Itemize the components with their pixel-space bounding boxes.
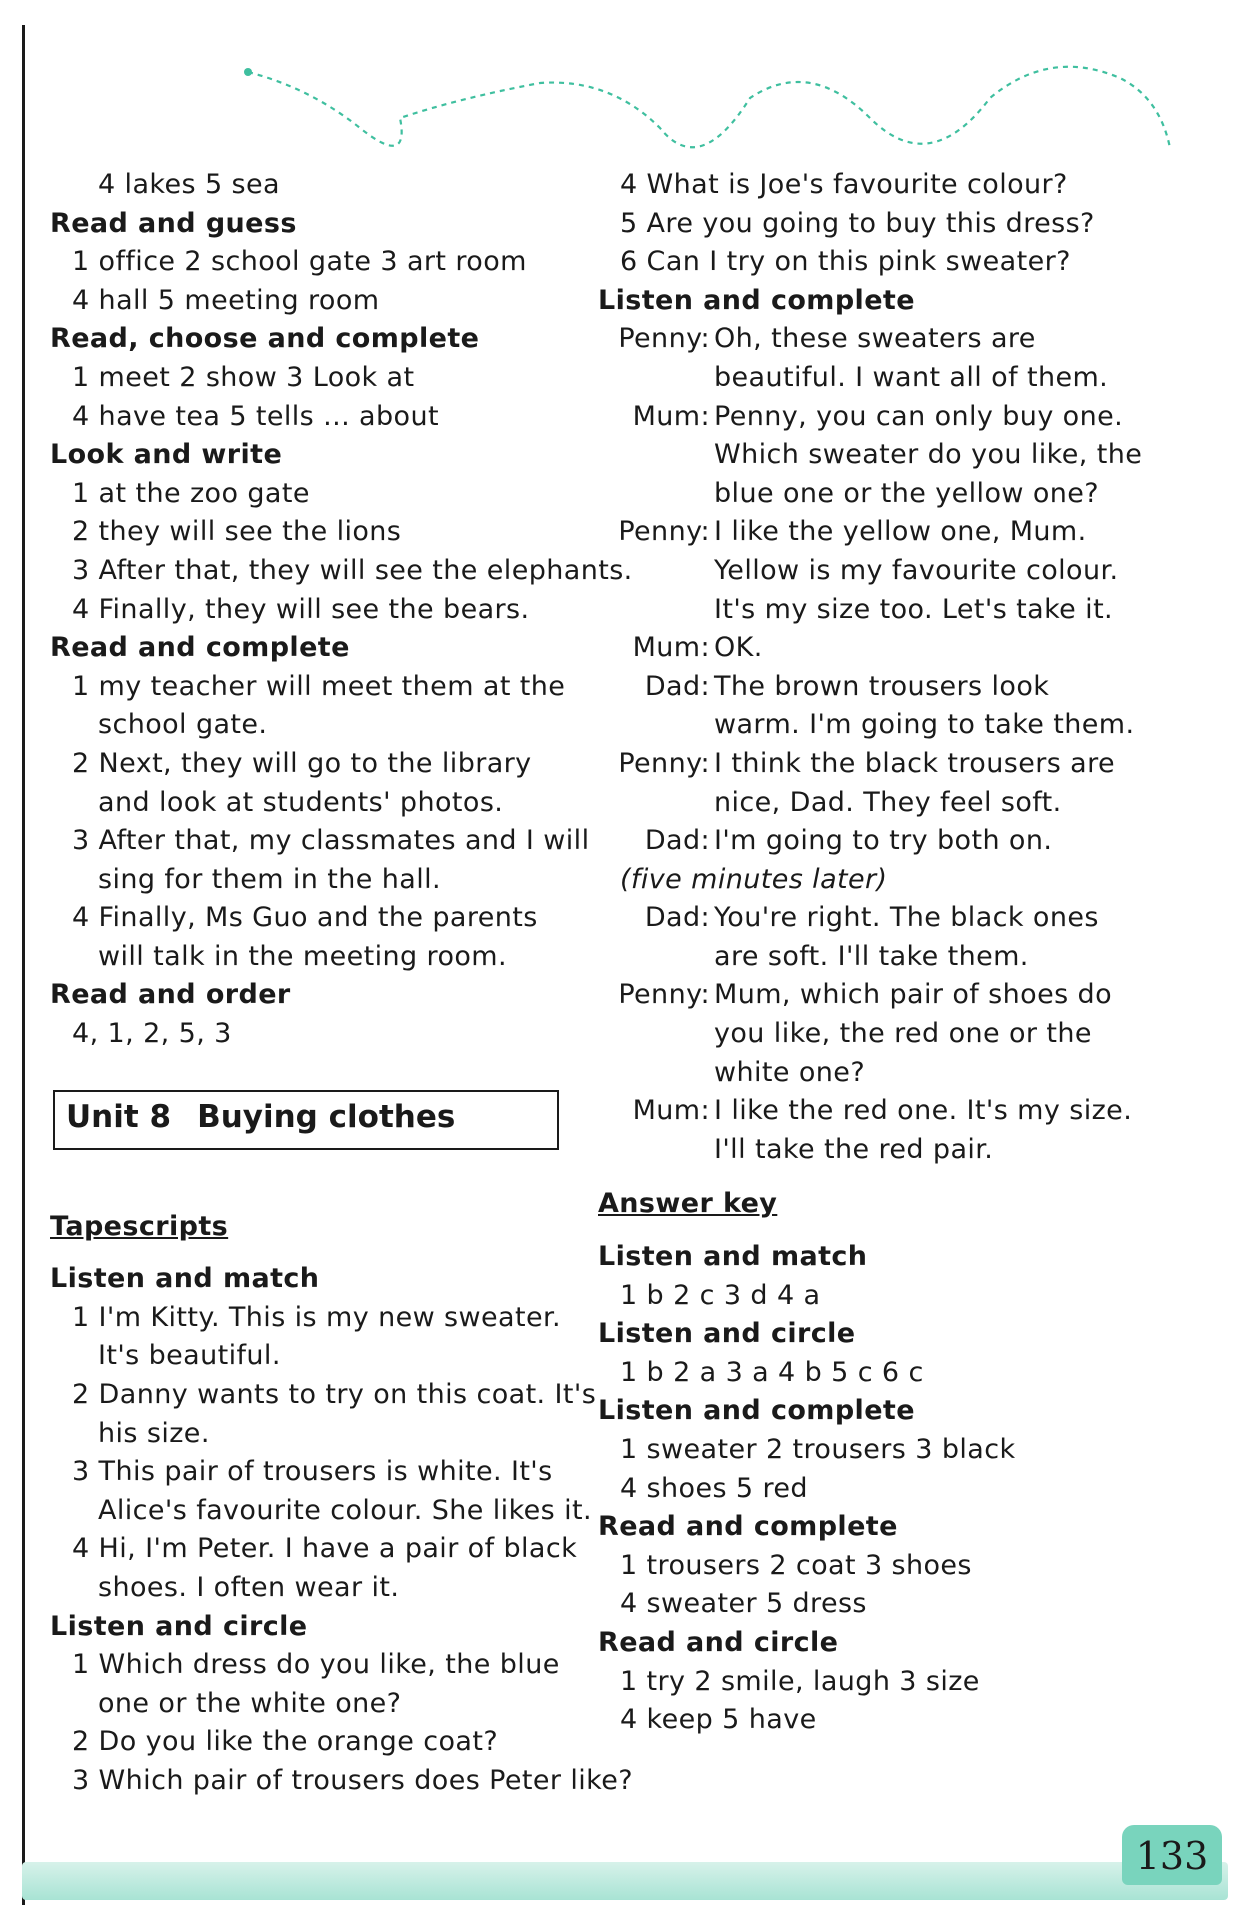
speech: I think the black trousers are bbox=[714, 747, 1116, 779]
text-line: 4, 1, 2, 5, 3 bbox=[72, 1018, 232, 1050]
text-line: 4 shoes 5 red bbox=[620, 1472, 808, 1504]
text-line: 4 Hi, I'm Peter. I have a pair of black bbox=[72, 1533, 578, 1565]
dialogue-line bbox=[598, 745, 1118, 784]
section-heading: Read and circle bbox=[598, 1626, 839, 1658]
section-heading: Listen and complete bbox=[598, 1395, 915, 1427]
right-column bbox=[598, 166, 1143, 1740]
section-heading: Read and guess bbox=[50, 207, 297, 239]
text-line: one or the white one? bbox=[98, 1687, 402, 1719]
section-heading: Read, choose and complete bbox=[50, 323, 480, 355]
speech: Yellow is my favourite colour. bbox=[714, 554, 1119, 586]
section-heading: Listen and circle bbox=[50, 1610, 308, 1642]
spacer bbox=[598, 1169, 1118, 1185]
section-heading: Look and write bbox=[50, 439, 283, 471]
text-line: 6 Can I try on this pink sweater? bbox=[620, 246, 1071, 278]
section-heading: Read and complete bbox=[50, 632, 350, 664]
unit-title bbox=[66, 1099, 455, 1135]
text-line: 4 have tea 5 tells ... about bbox=[72, 400, 439, 432]
text-line: 3 After that, my classmates and I will bbox=[72, 825, 590, 857]
text-line: his size. bbox=[98, 1417, 210, 1449]
text-line: 1 trousers 2 coat 3 shoes bbox=[620, 1549, 972, 1581]
text-line: 3 After that, they will see the elephants. bbox=[72, 554, 633, 586]
dialogue-line bbox=[598, 475, 1118, 514]
text-line: 5 Are you going to buy this dress? bbox=[620, 207, 1095, 239]
dialogue-line bbox=[598, 513, 1118, 552]
text-line: 1 I'm Kitty. This is my new sweater. bbox=[72, 1301, 561, 1333]
text-line: 4 sweater 5 dress bbox=[620, 1588, 867, 1620]
left-column bbox=[50, 166, 633, 1801]
speech: You're right. The black ones bbox=[714, 902, 1099, 934]
text-line: 1 at the zoo gate bbox=[72, 477, 310, 509]
speech: are soft. I'll take them. bbox=[714, 940, 1029, 972]
dialogue-line bbox=[598, 552, 1118, 591]
page-spine-line bbox=[22, 25, 25, 1905]
dialogue-line bbox=[598, 398, 1124, 437]
speaker: Penny: bbox=[618, 747, 710, 779]
text-line: 2 Danny wants to try on this coat. It's bbox=[72, 1379, 597, 1411]
unit-name: Buying clothes bbox=[197, 1099, 456, 1135]
speaker: Mum: bbox=[632, 632, 710, 664]
speaker: Dad: bbox=[644, 825, 710, 857]
speech: The brown trousers look bbox=[714, 670, 1050, 702]
speaker: Dad: bbox=[644, 670, 710, 702]
text-line: It's beautiful. bbox=[98, 1340, 281, 1372]
dialogue-line bbox=[598, 976, 1118, 1015]
text-line: 4 hall 5 meeting room bbox=[72, 284, 380, 316]
text-line: shoes. I often wear it. bbox=[98, 1572, 400, 1603]
speech: Penny, you can only buy one. bbox=[714, 400, 1124, 432]
speech: white one? bbox=[714, 1056, 866, 1088]
speech: I like the yellow one, Mum. bbox=[714, 516, 1087, 548]
dialogue-line bbox=[598, 436, 1143, 475]
dialogue-line bbox=[598, 1092, 1133, 1131]
dialogue-line bbox=[598, 1054, 1118, 1093]
text-line: 4 Finally, Ms Guo and the parents bbox=[72, 902, 538, 934]
speech: beautiful. I want all of them. bbox=[714, 361, 1109, 393]
text-line: 1 meet 2 show 3 Look at bbox=[72, 361, 415, 393]
spacer bbox=[50, 1246, 570, 1260]
text-line: 3 Which pair of trousers does Peter like? bbox=[72, 1764, 633, 1796]
unit-number: Unit 8 bbox=[66, 1099, 172, 1135]
speaker: Mum: bbox=[632, 1095, 710, 1127]
text-line: 4 Finally, they will see the bears. bbox=[72, 593, 530, 625]
footer-band bbox=[22, 1862, 1228, 1900]
speech: Mum, which pair of shoes do bbox=[714, 979, 1113, 1011]
speech: I'm going to try both on. bbox=[714, 825, 1053, 857]
speech: OK. bbox=[714, 632, 763, 664]
speaker: Dad: bbox=[644, 902, 710, 934]
text-line: Alice's favourite colour. She likes it. bbox=[98, 1494, 592, 1526]
dialogue-line bbox=[598, 938, 1118, 977]
section-heading: Listen and match bbox=[50, 1263, 320, 1295]
speaker: Penny: bbox=[618, 516, 710, 548]
section-heading: Read and order bbox=[50, 979, 291, 1011]
dialogue-line bbox=[598, 591, 1118, 630]
tapescripts-heading: Tapescripts bbox=[50, 1210, 229, 1242]
text-line: and look at students' photos. bbox=[98, 786, 504, 818]
page-number: 133 bbox=[1122, 1825, 1222, 1885]
text-line: 4 What is Joe's favourite colour? bbox=[620, 169, 1068, 200]
dialogue-line bbox=[598, 359, 1118, 398]
text-line: 1 office 2 school gate 3 art room bbox=[72, 246, 527, 278]
speech: blue one or the yellow one? bbox=[714, 477, 1100, 509]
dialogue-line bbox=[598, 320, 1118, 359]
text-line: 1 Which dress do you like, the blue bbox=[72, 1649, 560, 1681]
dialogue-line bbox=[598, 706, 1135, 745]
text-line: 3 This pair of trousers is white. It's bbox=[72, 1456, 553, 1488]
text-line: 2 Do you like the orange coat? bbox=[72, 1726, 499, 1758]
text-line: 2 they will see the lions bbox=[72, 516, 402, 548]
text-line: school gate. bbox=[98, 709, 268, 741]
dialogue-line bbox=[598, 668, 1118, 707]
text-line: 2 Next, they will go to the library bbox=[72, 747, 532, 779]
dialogue-line bbox=[598, 784, 1118, 823]
speech: Oh, these sweaters are bbox=[714, 323, 1036, 355]
answer-key-heading: Answer key bbox=[598, 1188, 778, 1220]
speaker: Penny: bbox=[618, 323, 710, 355]
dotted-wave-decoration bbox=[230, 58, 1230, 178]
text-line: will talk in the meeting room. bbox=[98, 940, 507, 972]
text-line: 4 lakes 5 sea bbox=[98, 169, 280, 200]
dialogue-line bbox=[598, 1131, 1118, 1170]
text-line: 1 try 2 smile, laugh 3 size bbox=[620, 1665, 980, 1697]
section-heading: Listen and circle bbox=[598, 1318, 856, 1350]
speech: you like, the red one or the bbox=[714, 1018, 1092, 1050]
speech: I like the red one. It's my size. bbox=[714, 1095, 1133, 1127]
speech: warm. I'm going to take them. bbox=[714, 709, 1135, 741]
speech: I'll take the red pair. bbox=[714, 1133, 994, 1165]
spacer bbox=[598, 1224, 1118, 1238]
speech: nice, Dad. They feel soft. bbox=[714, 786, 1062, 818]
stage-direction: (five minutes later) bbox=[620, 863, 888, 895]
section-heading: Read and complete bbox=[598, 1511, 898, 1543]
text-line: 1 sweater 2 trousers 3 black bbox=[620, 1434, 1016, 1465]
dialogue-line bbox=[598, 1015, 1118, 1054]
text-line: 1 b 2 c 3 d 4 a bbox=[620, 1279, 821, 1311]
dialogue-line bbox=[598, 899, 1118, 938]
section-heading: Listen and match bbox=[598, 1241, 868, 1273]
speech: Which sweater do you like, the bbox=[714, 439, 1143, 471]
speaker: Mum: bbox=[632, 400, 710, 432]
dialogue-line bbox=[598, 822, 1118, 861]
text-line: sing for them in the hall. bbox=[98, 863, 442, 895]
dialogue-line bbox=[598, 629, 1118, 668]
speech: It's my size too. Let's take it. bbox=[714, 593, 1114, 625]
section-heading: Listen and complete bbox=[598, 284, 915, 316]
text-line: 1 b 2 a 3 a 4 b 5 c 6 c bbox=[620, 1356, 924, 1388]
speaker: Penny: bbox=[618, 979, 710, 1011]
text-line: 1 my teacher will meet them at the bbox=[72, 670, 566, 702]
text-line: 4 keep 5 have bbox=[620, 1704, 817, 1736]
